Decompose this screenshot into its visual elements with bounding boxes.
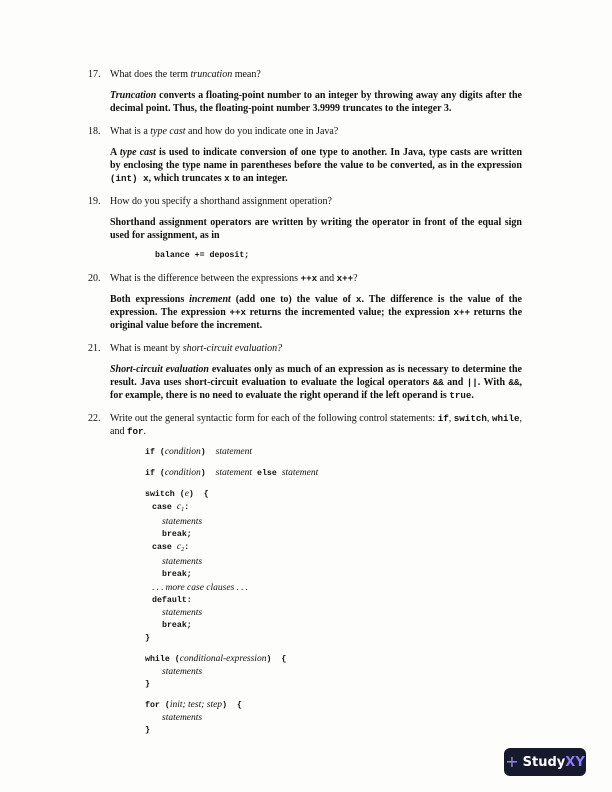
- text-segment: switch (: [145, 490, 185, 499]
- text-segment: What is meant by: [110, 343, 183, 354]
- question-body: [110, 68, 522, 115]
- answer-text: [110, 146, 522, 185]
- text-segment: .: [143, 426, 146, 437]
- text-segment: if (: [145, 469, 165, 478]
- text-segment: switch: [453, 413, 487, 424]
- text-segment: is used to indicate conversion of one type to another. In Java, type casts are written by enclosing the type name in parentheses before the value to be converted, as in the expression: [110, 147, 523, 171]
- text-segment: break;: [162, 570, 192, 579]
- text-segment: 2: [181, 546, 185, 553]
- text-segment: ++x: [229, 307, 246, 318]
- text-segment: ): [200, 469, 216, 478]
- text-segment: Write out the general syntactic form for each of the following control statements:: [110, 413, 438, 424]
- code-line: [145, 446, 522, 459]
- text-segment: A: [110, 147, 120, 158]
- code-line: [145, 724, 522, 737]
- qa-item: [88, 68, 522, 115]
- text-segment: Shorthand assignment operators are written by writing the operator in front of the equal sign used for assignment, as in: [110, 217, 522, 241]
- qa-item: [88, 125, 522, 185]
- answer-text: [110, 363, 522, 402]
- text-segment: case: [152, 503, 177, 512]
- text-segment: statement: [215, 447, 253, 457]
- text-segment: statements: [162, 713, 203, 723]
- text-segment: condition: [164, 468, 201, 478]
- text-segment: default:: [152, 596, 192, 605]
- brand-xy-label: XY: [565, 754, 585, 770]
- code-line: [145, 467, 522, 480]
- code-line: [145, 712, 522, 724]
- text-segment: statement: [215, 468, 253, 478]
- code-line: [145, 528, 522, 541]
- text-segment: truncation: [190, 69, 233, 80]
- qa-item: [88, 342, 522, 402]
- text-segment: ) {: [222, 701, 242, 710]
- text-segment: and: [317, 273, 337, 284]
- brand-study-label: Study: [522, 754, 566, 770]
- code-block: [145, 467, 522, 480]
- text-segment: ||: [466, 377, 478, 388]
- text-segment: to an integer.: [229, 173, 288, 184]
- code-line: [145, 594, 522, 607]
- text-segment: init; test; step: [169, 700, 223, 710]
- text-segment: . With: [477, 377, 509, 388]
- question-text: [110, 342, 522, 355]
- code-line: [145, 653, 522, 666]
- brand-badge: [504, 748, 586, 776]
- text-segment: }: [145, 634, 150, 643]
- text-segment: break;: [162, 621, 192, 630]
- text-segment: type cast: [119, 147, 156, 158]
- text-segment: conditional-expression: [179, 654, 267, 664]
- questions-list: [88, 68, 522, 737]
- text-segment: more case clauses: [165, 583, 235, 593]
- text-segment: , which truncates: [148, 173, 225, 184]
- code-line: [145, 699, 522, 712]
- text-segment: for (: [145, 701, 170, 710]
- text-segment: . . .: [234, 582, 248, 592]
- text-segment: statement: [281, 468, 319, 478]
- text-segment: statements: [162, 667, 203, 677]
- answer-text: [110, 293, 522, 332]
- text-segment: returns the incremented value; the expression: [246, 307, 454, 318]
- text-segment: (int) x: [110, 173, 149, 184]
- text-segment: What does the term: [110, 69, 191, 80]
- question-body: [110, 125, 522, 185]
- text-segment: evaluates only as much of an expression as is necessary to determine the result. Java uses short-circuit evaluation to evaluate the logical operators: [110, 364, 522, 388]
- text-segment: else: [252, 469, 282, 478]
- question-text: [110, 125, 522, 138]
- text-segment: e: [184, 489, 189, 499]
- code-line: [145, 619, 522, 632]
- question-number: 22.: [88, 413, 101, 424]
- code-line: [145, 678, 522, 691]
- text-segment: ++x: [300, 273, 318, 284]
- text-segment: 1: [181, 506, 185, 513]
- qa-item: [88, 412, 522, 737]
- text-segment: break;: [162, 530, 192, 539]
- text-segment: statements: [162, 517, 203, 527]
- text-segment: How do you specify a shorthand assignment operation?: [110, 196, 332, 207]
- text-segment: :: [184, 543, 190, 552]
- code-line: [145, 556, 522, 568]
- question-number: 18.: [88, 126, 101, 137]
- qa-item: [88, 195, 522, 262]
- text-segment: ) {: [188, 490, 209, 499]
- question-text: [110, 68, 522, 81]
- text-segment: condition: [164, 447, 201, 457]
- code-block: [145, 446, 522, 459]
- code-line: [145, 632, 522, 645]
- text-segment: . . .: [152, 582, 166, 592]
- text-segment: if: [437, 413, 449, 424]
- code-line: [145, 501, 522, 516]
- text-segment: What is the difference between the expressions: [110, 273, 301, 284]
- question-text: [110, 412, 522, 438]
- text-segment: type cast: [150, 126, 186, 137]
- question-text: [110, 272, 522, 285]
- text-segment: c: [176, 542, 182, 552]
- text-segment: true: [449, 390, 472, 401]
- question-number: 19.: [88, 196, 101, 207]
- code-block: [145, 699, 522, 737]
- question-body: [110, 272, 522, 332]
- text-segment: c: [176, 502, 182, 512]
- text-segment: .: [471, 390, 474, 401]
- text-segment: . The difference is the value of the expression. The expression: [110, 294, 522, 318]
- text-segment: statements: [162, 608, 203, 618]
- text-segment: statements: [162, 557, 203, 567]
- code-line: [145, 568, 522, 581]
- code-line: [145, 581, 522, 594]
- text-segment: &&: [432, 377, 444, 388]
- question-number: 21.: [88, 343, 101, 354]
- text-segment: while: [491, 413, 520, 424]
- text-segment: ): [200, 448, 216, 457]
- text-segment: mean?: [232, 69, 261, 80]
- text-segment: short-circuit evaluation?: [182, 343, 283, 354]
- text-segment: What is a: [110, 126, 151, 137]
- text-segment: Short-circuit evaluation: [110, 364, 209, 375]
- brand-wordmark: [523, 755, 585, 770]
- text-segment: for: [126, 426, 144, 437]
- code-block: [145, 653, 522, 691]
- code-snippet: [155, 249, 522, 262]
- code-line: [145, 488, 522, 501]
- code-block: [145, 488, 522, 645]
- answer-text: [110, 89, 522, 115]
- text-segment: while (: [145, 655, 180, 664]
- code-line: [145, 541, 522, 556]
- text-segment: balance += deposit;: [155, 251, 250, 260]
- question-number: 20.: [88, 273, 101, 284]
- text-segment: returns the original value before the increment.: [110, 307, 523, 331]
- qa-item: [88, 272, 522, 332]
- text-segment: Both expressions: [110, 294, 190, 305]
- question-body: [110, 412, 522, 737]
- plus-icon: +: [505, 752, 519, 771]
- text-segment: ) {: [266, 655, 287, 664]
- text-segment: converts a floating-point number to an integer by throwing away any digits after the decimal point. Thus, the floating-point number 3.9999 truncates to the integer 3.: [110, 90, 522, 114]
- answer-text: [110, 216, 522, 242]
- question-text: [110, 195, 522, 208]
- question-body: [110, 342, 522, 402]
- text-segment: &&: [508, 377, 520, 388]
- text-segment: and how do you indicate one in Java?: [185, 126, 339, 137]
- text-segment: ,: [448, 413, 454, 424]
- question-number: 17.: [88, 69, 101, 80]
- text-segment: (add one to) the value of: [230, 294, 356, 305]
- text-segment: , and: [110, 413, 523, 437]
- question-body: [110, 195, 522, 262]
- text-segment: x++: [336, 273, 354, 284]
- code-line: [145, 516, 522, 528]
- text-segment: case: [152, 543, 177, 552]
- code-line: [145, 666, 522, 678]
- text-segment: , for example, there is no need to evaluate the right operand if the left operand is: [110, 377, 523, 401]
- text-segment: ,: [486, 413, 492, 424]
- text-segment: increment: [189, 294, 231, 305]
- text-segment: x++: [453, 307, 470, 318]
- text-segment: x: [355, 294, 362, 305]
- text-segment: ?: [353, 273, 358, 284]
- text-segment: Truncation: [110, 90, 157, 101]
- text-segment: if (: [145, 448, 165, 457]
- text-segment: and: [443, 377, 467, 388]
- text-segment: }: [145, 726, 150, 735]
- code-line: [145, 607, 522, 619]
- text-segment: }: [145, 680, 150, 689]
- text-segment: :: [184, 503, 190, 512]
- text-segment: x: [224, 173, 230, 184]
